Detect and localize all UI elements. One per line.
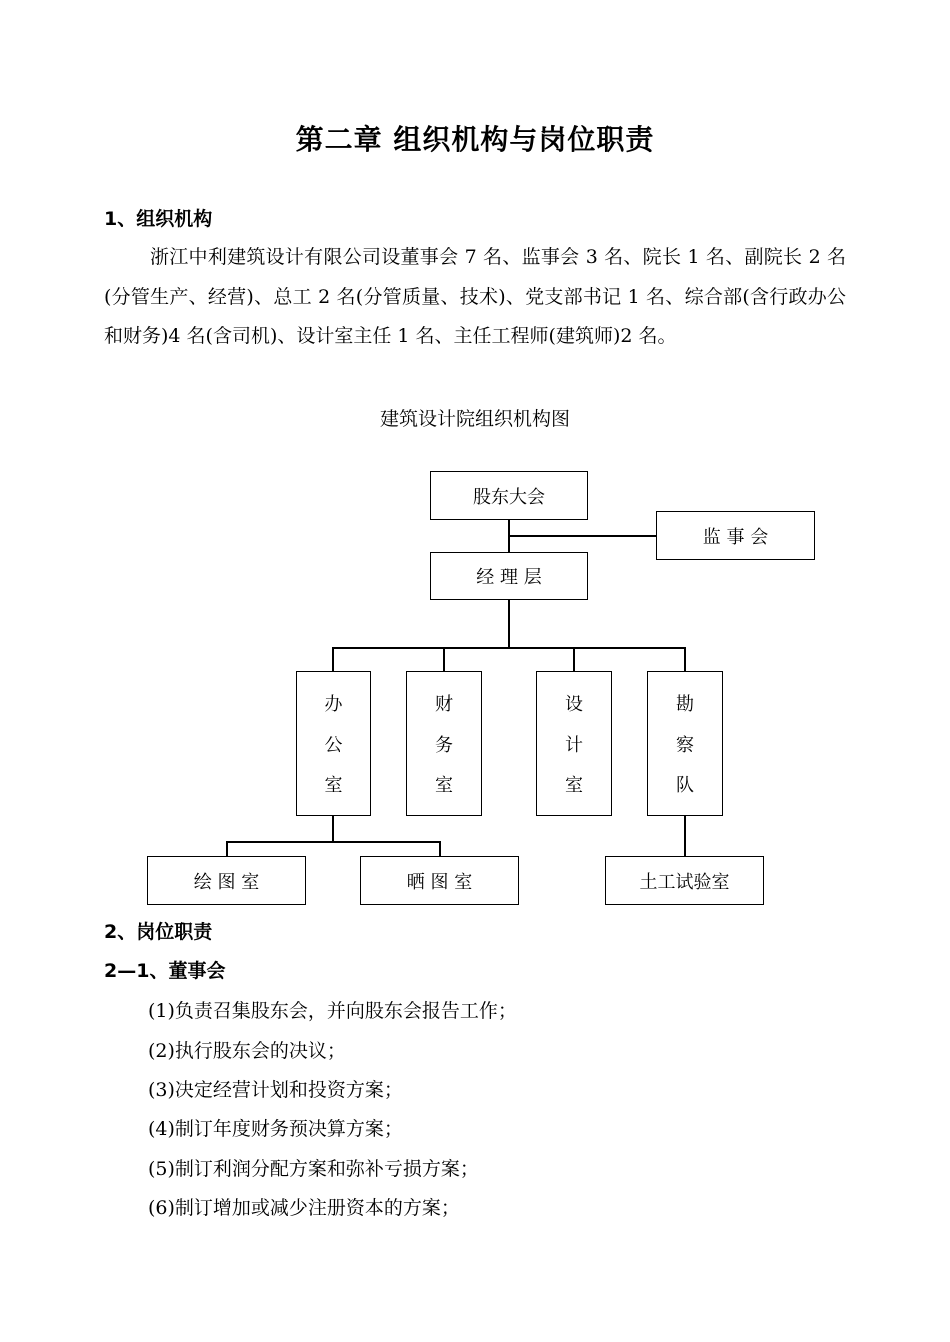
shareholders-label: 股东大会 (473, 486, 545, 508)
office-char: 办 (324, 694, 343, 716)
connector-line (332, 647, 334, 672)
office-char: 公 (324, 734, 343, 756)
shareholders-box (430, 471, 588, 520)
supervisors-box (656, 511, 815, 560)
finance-char: 室 (435, 774, 453, 796)
management-label: 经 理 层 (476, 567, 542, 588)
survey-char: 队 (676, 774, 694, 796)
chapter-title: 第二章 组织机构与岗位职责 (295, 123, 655, 156)
design-room-box (536, 671, 612, 816)
connector-line (226, 841, 228, 857)
office-char: 室 (324, 774, 343, 796)
blueprint-room-label: 晒 图 室 (406, 871, 473, 893)
finance-box (406, 671, 482, 816)
finance-char: 务 (435, 734, 453, 756)
list-item: (2)执行股东会的决议； (148, 1040, 346, 1062)
connector-line (573, 647, 575, 672)
list-item: (4)制订年度财务预决算方案； (148, 1118, 403, 1140)
survey-char: 察 (676, 734, 694, 756)
design-char: 计 (565, 734, 583, 756)
drawing-room-box (147, 856, 306, 905)
blueprint-room-box (360, 856, 519, 905)
finance-char: 财 (435, 694, 453, 716)
soil-lab-box (605, 856, 764, 905)
drawing-room-label: 绘 图 室 (193, 871, 260, 893)
survey-team-box (647, 671, 723, 816)
supervisors-label: 监 事 会 (702, 526, 769, 548)
connector-line (508, 535, 657, 537)
connector-line (332, 815, 334, 842)
list-item: (1)负责召集股东会，并向股东会报告工作； (148, 1000, 517, 1022)
section-heading-organization: 1、组织机构 (104, 208, 213, 230)
connector-line (684, 815, 686, 857)
list-item: (6)制订增加或减少注册资本的方案； (148, 1197, 460, 1219)
list-item: (3)决定经营计划和投资方案； (148, 1079, 403, 1101)
connector-line (439, 841, 441, 857)
soil-lab-label: 土工试验室 (639, 871, 730, 893)
survey-char: 勘 (676, 694, 694, 716)
connector-line (226, 841, 440, 843)
design-char: 室 (565, 774, 583, 796)
connector-line (684, 647, 686, 672)
connector-line (443, 647, 445, 672)
list-item: (5)制订利润分配方案和弥补亏损方案； (148, 1158, 479, 1180)
section-heading-responsibilities: 2、岗位职责 (104, 921, 213, 943)
subsection-heading-board: 2—1、董事会 (104, 960, 226, 982)
office-box (296, 671, 371, 816)
org-chart-caption: 建筑设计院组织机构图 (379, 408, 570, 430)
connector-line (508, 599, 510, 648)
organization-paragraph: 浙江中利建筑设计有限公司设董事会 7 名、监事会 3 名、院长 1 名、副院长 2 名(分管生产、经营)、总工 2 名(分管质量、技术)、党支部书记 1 名、综合部(含行政办公和财务)4 名(含司机)、设计室主任 1 名、主任工程师(建筑师)2 名。 (104, 246, 846, 347)
design-char: 设 (565, 694, 583, 716)
connector-line (332, 647, 686, 649)
management-box (430, 552, 588, 600)
